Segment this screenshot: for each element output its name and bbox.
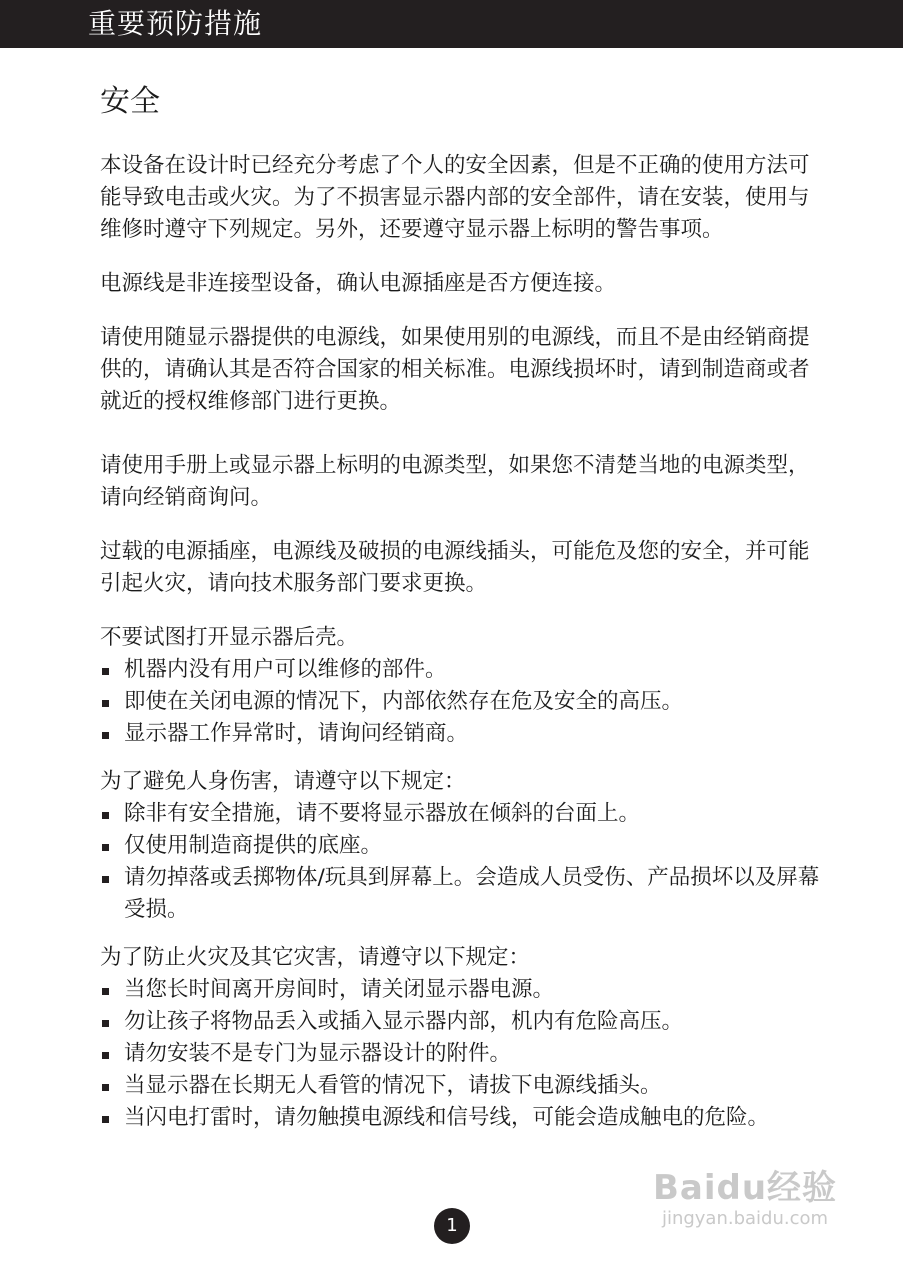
list-item-text: 请勿安装不是专门为显示器设计的附件。: [124, 1041, 512, 1066]
list-item: [100, 862, 820, 926]
group-lead: 为了防止火灾及其它灾害，请遵守以下规定：: [100, 945, 531, 970]
square-bullet-icon: [102, 1020, 109, 1027]
list-item-text: 请勿掉落或丢掷物体/玩具到屏幕上。会造成人员受伤、产品损坏以及屏幕受损。: [124, 865, 820, 922]
bullet-list: [100, 654, 820, 750]
square-bullet-icon: [102, 988, 109, 995]
list-item: [100, 718, 820, 750]
square-bullet-icon: [102, 812, 109, 819]
group-lead: 为了避免人身伤害，请遵守以下规定：: [100, 769, 466, 794]
list-item: [100, 798, 820, 830]
page-number-badge: 1: [434, 1208, 470, 1244]
watermark-url: jingyan.baidu.com: [661, 1208, 829, 1229]
bullet-list: [100, 974, 820, 1134]
list-item-text: 即使在关闭电源的情况下，内部依然存在危及安全的高压。: [124, 689, 684, 714]
baidu-jingyan-watermark: [640, 1168, 850, 1230]
square-bullet-icon: [102, 876, 109, 883]
document-body: [100, 150, 820, 1134]
square-bullet-icon: [102, 1052, 109, 1059]
group-injury-prevention: [100, 766, 820, 926]
group-fire-prevention: [100, 942, 820, 1134]
group-do-not-open: [100, 622, 820, 750]
list-item: [100, 686, 820, 718]
list-item-text: 仅使用制造商提供的底座。: [124, 833, 383, 858]
list-item-text: 当您长时间离开房间时，请关闭显示器电源。: [124, 977, 555, 1002]
power-cord-note-paragraph: 电源线是非连接型设备，确认电源插座是否方便连接。: [100, 271, 617, 296]
list-item: [100, 1070, 820, 1102]
list-item: [100, 830, 820, 862]
square-bullet-icon: [102, 1084, 109, 1091]
square-bullet-icon: [102, 732, 109, 739]
header-bar: [0, 0, 903, 48]
square-bullet-icon: [102, 668, 109, 675]
list-item-text: 机器内没有用户可以维修的部件。: [124, 657, 447, 682]
square-bullet-icon: [102, 1116, 109, 1123]
intro-paragraph: 本设备在设计时已经充分考虑了个人的安全因素，但是不正确的使用方法可能导致电击或火灾。为了不损害显示器内部的安全部件，请在安装，使用与维修时遵守下列规定。另外，还要遵守显示器上标明的警告事项。: [100, 153, 810, 242]
list-item-text: 勿让孩子将物品丢入或插入显示器内部，机内有危险高压。: [124, 1009, 684, 1034]
list-item-text: 当显示器在长期无人看管的情况下，请拔下电源线插头。: [124, 1073, 662, 1098]
list-item: [100, 654, 820, 686]
list-item: [100, 974, 820, 1006]
section-title: 安全: [100, 84, 160, 119]
list-item: [100, 1102, 820, 1134]
list-item-text: 显示器工作异常时，请询问经销商。: [124, 721, 469, 746]
square-bullet-icon: [102, 844, 109, 851]
overload-paragraph: 过载的电源插座，电源线及破损的电源线插头，可能危及您的安全，并可能引起火灾，请向技术服务部门要求更换。: [100, 539, 810, 596]
bullet-list: [100, 798, 820, 926]
list-item-text: 当闪电打雷时，请勿触摸电源线和信号线，可能会造成触电的危险。: [124, 1105, 770, 1130]
list-item: [100, 1038, 820, 1070]
list-item-text: 除非有安全措施，请不要将显示器放在倾斜的台面上。: [124, 801, 641, 826]
group-lead: 不要试图打开显示器后壳。: [100, 625, 359, 650]
power-cord-paragraph: 请使用随显示器提供的电源线，如果使用别的电源线，而且不是由经销商提供的，请确认其是否符合国家的相关标准。电源线损坏时，请到制造商或者就近的授权维修部门进行更换。: [100, 325, 810, 414]
power-type-paragraph: 请使用手册上或显示器上标明的电源类型，如果您不清楚当地的电源类型，请向经销商询问。: [100, 453, 810, 510]
square-bullet-icon: [102, 700, 109, 707]
header-title: 重要预防措施: [88, 7, 263, 40]
list-item: [100, 1006, 820, 1038]
watermark-logo: Baidu经验: [652, 1168, 838, 1208]
